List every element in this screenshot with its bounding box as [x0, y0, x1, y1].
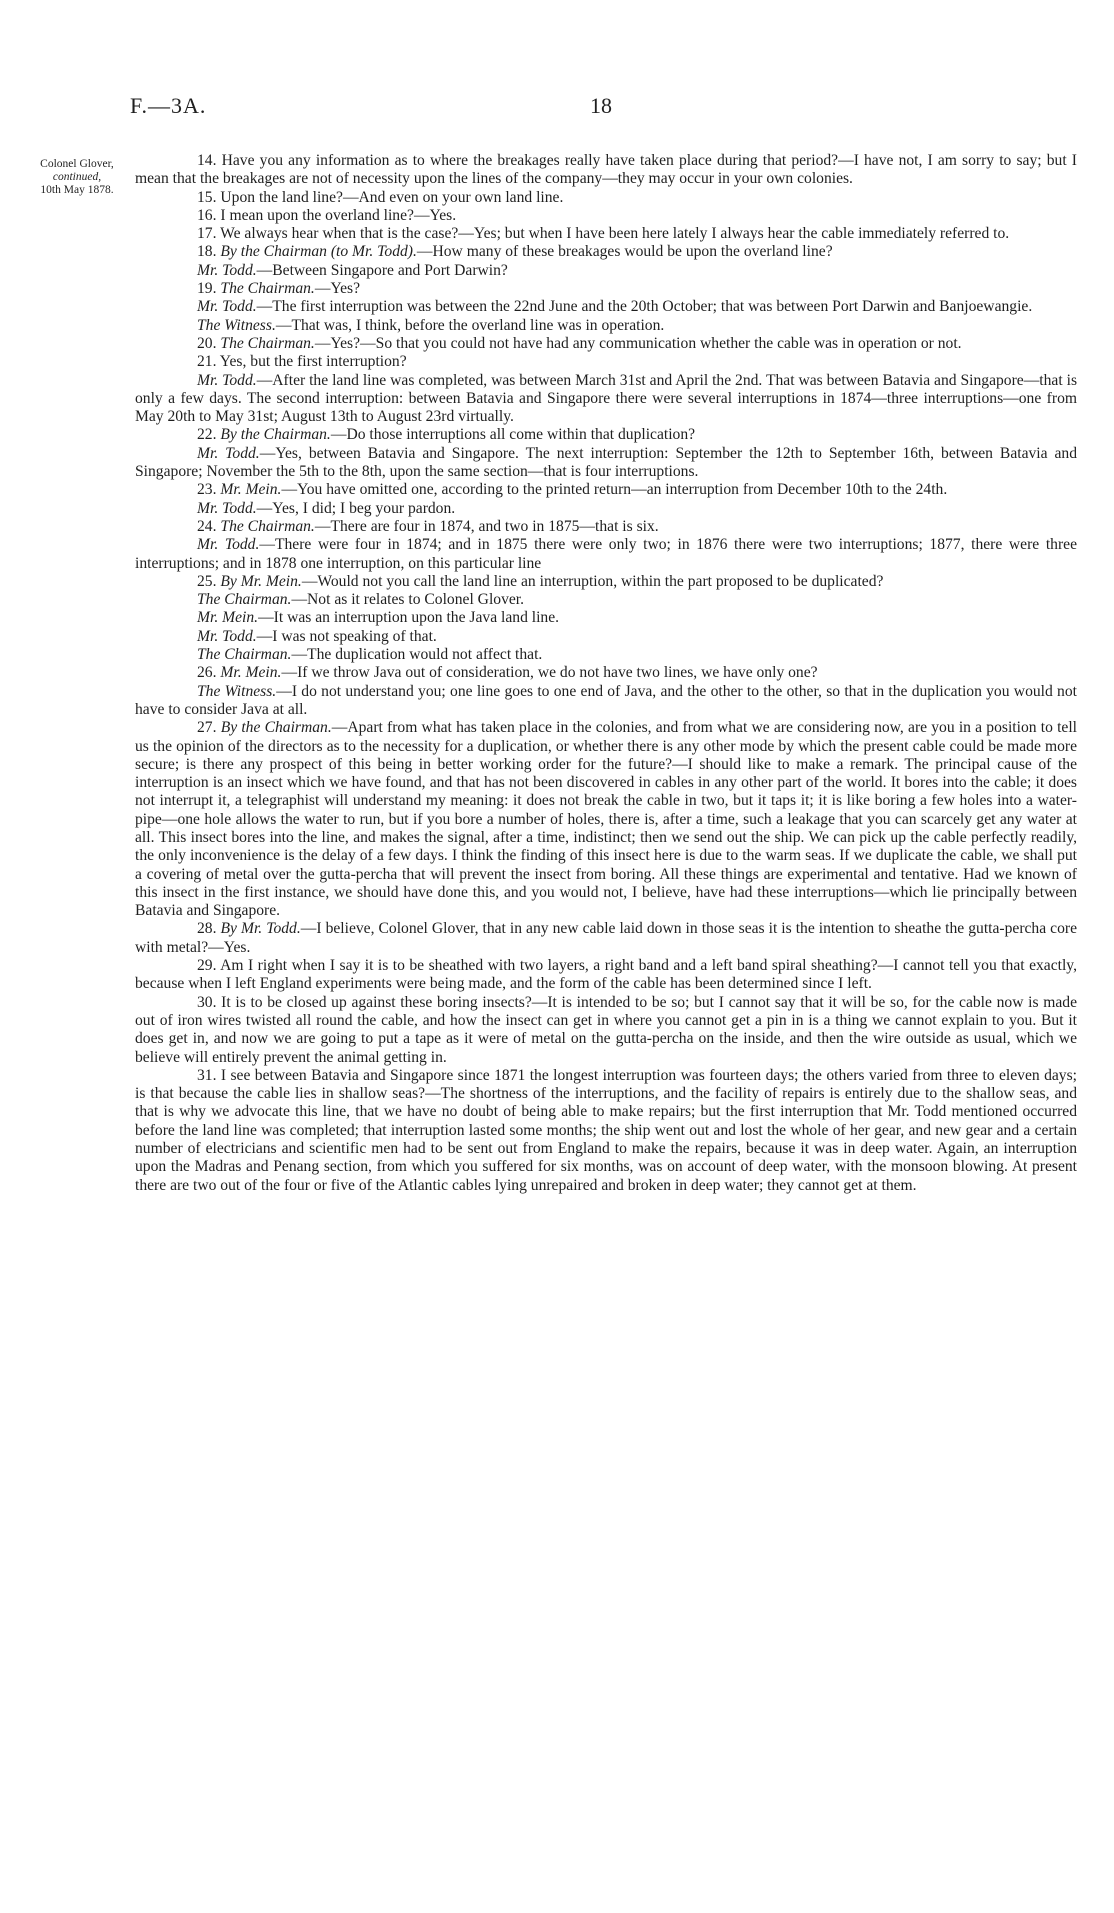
evidence-paragraph: [135, 317, 1077, 335]
evidence-paragraph: [135, 573, 1077, 591]
evidence-paragraph: [135, 957, 1077, 994]
answer-text: —Yes?—So that you could not have had any communication whether the cable was in operation or not.: [314, 334, 962, 352]
speaker-label: By the Chairman.: [220, 426, 331, 444]
evidence-paragraph: [135, 298, 1077, 316]
speaker-label: Mr. Todd.: [197, 499, 257, 517]
question-text: 15. Upon the land line?—And even on your own land line.: [197, 188, 564, 206]
evidence-paragraph: [135, 189, 1077, 207]
answer-text: —It was an interruption upon the Java land line.: [258, 609, 560, 627]
evidence-paragraph: [135, 280, 1077, 298]
answer-text: —Do those interruptions all come within that duplication?: [330, 426, 696, 444]
evidence-paragraph: [135, 920, 1077, 957]
evidence-paragraph: [135, 518, 1077, 536]
evidence-paragraph: [135, 225, 1077, 243]
answer-text: —How many of these breakages would be upon the overland line?: [416, 243, 833, 261]
evidence-paragraph: [135, 426, 1077, 444]
speaker-label: Mr. Todd.: [197, 298, 257, 316]
evidence-paragraph: [135, 152, 1077, 189]
speaker-label: Mr. Todd.: [197, 536, 260, 554]
question-text: 18.: [197, 243, 221, 261]
question-text: 23.: [197, 481, 221, 499]
question-text: 28.: [197, 920, 221, 938]
answer-text: —Yes, between Batavia and Singapore. The next interruption: September the 12th to September 16th, between Batavia and Singapore; November the 5th to the 8th, upon the same section—that is four interruptions.: [135, 444, 1078, 481]
evidence-paragraph: [135, 646, 1077, 664]
speaker-label: Mr. Todd.: [197, 627, 257, 645]
evidence-paragraph: [135, 353, 1077, 371]
speaker-label: The Chairman.: [197, 591, 292, 609]
evidence-paragraph: [135, 262, 1077, 280]
answer-text: —If we throw Java out of consideration, we do not have two lines, we have only one?: [281, 664, 818, 682]
question-text: 19.: [197, 280, 221, 298]
speaker-label: The Witness.: [197, 316, 276, 334]
evidence-paragraph: [135, 372, 1077, 427]
question-text: 14. Have you any information as to where the breakages really have taken place during that period?: [197, 152, 839, 169]
answer-text: —The first interruption was between the 22nd June and the 20th October; that was between Port Darwin and Banjoewangie.: [256, 298, 1033, 316]
question-text: 22.: [197, 426, 221, 444]
speaker-label: Mr. Mein.: [220, 664, 282, 682]
evidence-paragraph: [135, 719, 1077, 920]
evidence-paragraph: [135, 335, 1077, 353]
margin-note: [22, 158, 132, 197]
speaker-label: The Witness.: [197, 682, 277, 700]
question-text: 24.: [197, 517, 221, 535]
answer-text: —There are four in 1874, and two in 1875—that is six.: [314, 517, 659, 535]
answer-text: —That was, I think, before the overland line was in operation.: [275, 316, 665, 334]
evidence-paragraph: [135, 481, 1077, 499]
evidence-paragraph: [135, 591, 1077, 609]
question-text: 25.: [197, 572, 221, 590]
speaker-label: Mr. Todd.: [197, 371, 257, 389]
margin-note-continued: continued,: [52, 171, 102, 183]
speaker-label: Mr. Todd.: [197, 444, 260, 462]
page-number: 18: [590, 93, 612, 118]
evidence-paragraph: [135, 243, 1077, 261]
question-text: 26.: [197, 664, 221, 682]
answer-text: —There were four in 1874; and in 1875 there were only two; in 1876 there were two interruptions; 1877, there were three interruptions; and in 1878 one interruption, on this particular line: [135, 536, 1078, 572]
evidence-paragraph: [135, 628, 1077, 646]
question-text: 27.: [197, 719, 221, 737]
answer-text: —Between Singapore and Port Darwin?: [256, 261, 508, 279]
evidence-paragraph: [135, 664, 1077, 682]
speaker-label: By Mr. Mein.: [220, 572, 302, 590]
speaker-label: The Chairman.: [220, 280, 315, 298]
question-text: 16. I mean upon the overland line?—Yes.: [197, 206, 457, 224]
speaker-label: Mr. Mein.: [197, 609, 259, 627]
evidence-paragraph: [135, 1067, 1077, 1195]
evidence-paragraph: [135, 207, 1077, 225]
evidence-paragraph: [135, 500, 1077, 518]
running-head: [130, 93, 1084, 129]
speaker-label: The Chairman.: [220, 517, 315, 535]
speaker-label: The Chairman.: [220, 334, 315, 352]
answer-text: —I do not understand you; one line goes to one end of Java, and the other to the other, so that in the duplication you would not have to consider Java at all.: [135, 682, 1077, 718]
margin-note-date: 10th May 1878.: [40, 184, 114, 196]
evidence-paragraph: [135, 683, 1077, 720]
answer-text: —Apart from what has taken place in the colonies, and from what we are considering now, are you in a position to tell us the opinion of the directors as to the necessity for a duplication, or whether there is any other mode by which the present cable could be made more secure; is there any prospect of this being in better working order for the future?—I should like to make a remark. The principal cause of the interruption is an insect which we have found, and that has not been discovered in cables in any other part of the world. It bores into the cable; it does not interrupt it, a telegraphist will understand my meaning: it does not break the cable in two, but it taps it; it is like boring a few holes into a water-pipe—one hole allows the water to run, but if you bore a number of holes, there is, after a time, such a leakage that you can scarcely get any water at all. This insect bores into the line, and makes the signal, after a time, indistinct; then we send out the ship. We can pick up the cable perfectly readily, the only inconvenience is the delay of a few days. I think the finding of this insect here is due to the warm seas. If we duplicate the cable, we shall put a covering of metal over the gutta-percha that will prevent the insect from boring. All these things are experimental and tentative. Had we known of this insect in the first instance, we should have done this, and you would not, I believe, have had these interruptions—which lie principally between Batavia and Singapore.: [135, 719, 1078, 920]
evidence-paragraph: [135, 609, 1077, 627]
answer-text: —I was not speaking of that.: [256, 627, 437, 645]
speaker-label: Mr. Mein.: [220, 481, 282, 499]
speaker-label: By Mr. Todd.: [220, 920, 301, 938]
question-text: 29. Am I right when I say it is to be sheathed with two layers, a right band and a left band spiral sheathing?—I cannot tell you that exactly, because when I left England experiments were being made, and the form of the cable has been determined since I left.: [135, 957, 1077, 993]
question-text: 31. I see between Batavia and Singapore since 1871 the longest interruption was fourteen days; the others varied from three to eleven days; is that because the cable lies in shallow seas?—The shortness of the interruptions, and the facility of repairs is entirely due to the shallow seas, and that is why we advocate this line, that we have no doubt of being able to make repairs; but the first interruption that Mr. Todd mentioned occurred before the land line was completed; that interruption lasted some months; the ship went out and lost the whole of her gear, and new gear and a certain number of electricians and scientific men had to be sent out from England to make the repairs, because it was in deep water. Again, an interruption upon the Madras and Penang section, from which you suffered for six months, was on account of deep water, with the monsoon blowing. At present there are two out of the four or five of the Atlantic cables lying unrepaired and broken in deep water; they cannot get at them.: [135, 1066, 1077, 1194]
answer-text: —I have not, I am sorry to say; but I mean that the breakages are not of necessity upon the lines of the company—they may occur in your own colonies.: [135, 152, 1077, 188]
question-text: 17. We always hear when that is the case?—Yes; but when I have been here lately I always hear the cable immediately referred to.: [197, 225, 1010, 243]
evidence-paragraph: [135, 445, 1077, 482]
margin-note-witness: Colonel Glover,: [40, 158, 114, 170]
speaker-label: By the Chairman (to Mr. Todd).: [220, 243, 417, 261]
question-text: 21. Yes, but the first interruption?: [197, 353, 407, 371]
evidence-paragraph: [135, 536, 1077, 573]
question-text: 30. It is to be closed up against these boring insects?—It is intended to be so; but I cannot say that it will be so, for the cable now is made out of iron wires twisted all round the cable, and how the insect can get in where you cannot get a pin in is a thing we cannot explain to you. But it does get in, and now we are going to put a tape as it were of metal on the gutta-percha on the inside, and then the wire outside as usual, which we believe will entirely prevent the animal getting in.: [135, 993, 1077, 1066]
answer-text: —The duplication would not affect that.: [291, 646, 543, 664]
question-text: 20.: [197, 334, 221, 352]
answer-text: —Would not you call the land line an interruption, within the part proposed to be duplicated?: [301, 572, 884, 590]
evidence-paragraph: [135, 994, 1077, 1067]
evidence-body: [135, 152, 1077, 1195]
document-reference: F.—3A.: [130, 93, 207, 118]
answer-text: —Yes?: [314, 280, 361, 298]
answer-text: —I believe, Colonel Glover, that in any new cable laid down in those seas it is the intention to sheathe the gutta-percha core with metal?—Yes.: [135, 920, 1077, 956]
speaker-label: By the Chairman.: [220, 719, 332, 737]
answer-text: —Yes, I did; I beg your pardon.: [256, 499, 456, 517]
answer-text: —After the land line was completed, was between March 31st and April the 2nd. That was between Batavia and Singapore—that is only a few days. The second interruption: between Batavia and Singapore there were several interruptions in 1874—three interruptions—one from May 20th to May 31st; August 13th to August 23rd virtually.: [135, 371, 1078, 426]
answer-text: —Not as it relates to Colonel Glover.: [291, 591, 525, 609]
speaker-label: The Chairman.: [197, 646, 292, 664]
speaker-label: Mr. Todd.: [197, 261, 257, 279]
answer-text: —You have omitted one, according to the printed return—an interruption from December 10th to the 24th.: [281, 481, 948, 499]
